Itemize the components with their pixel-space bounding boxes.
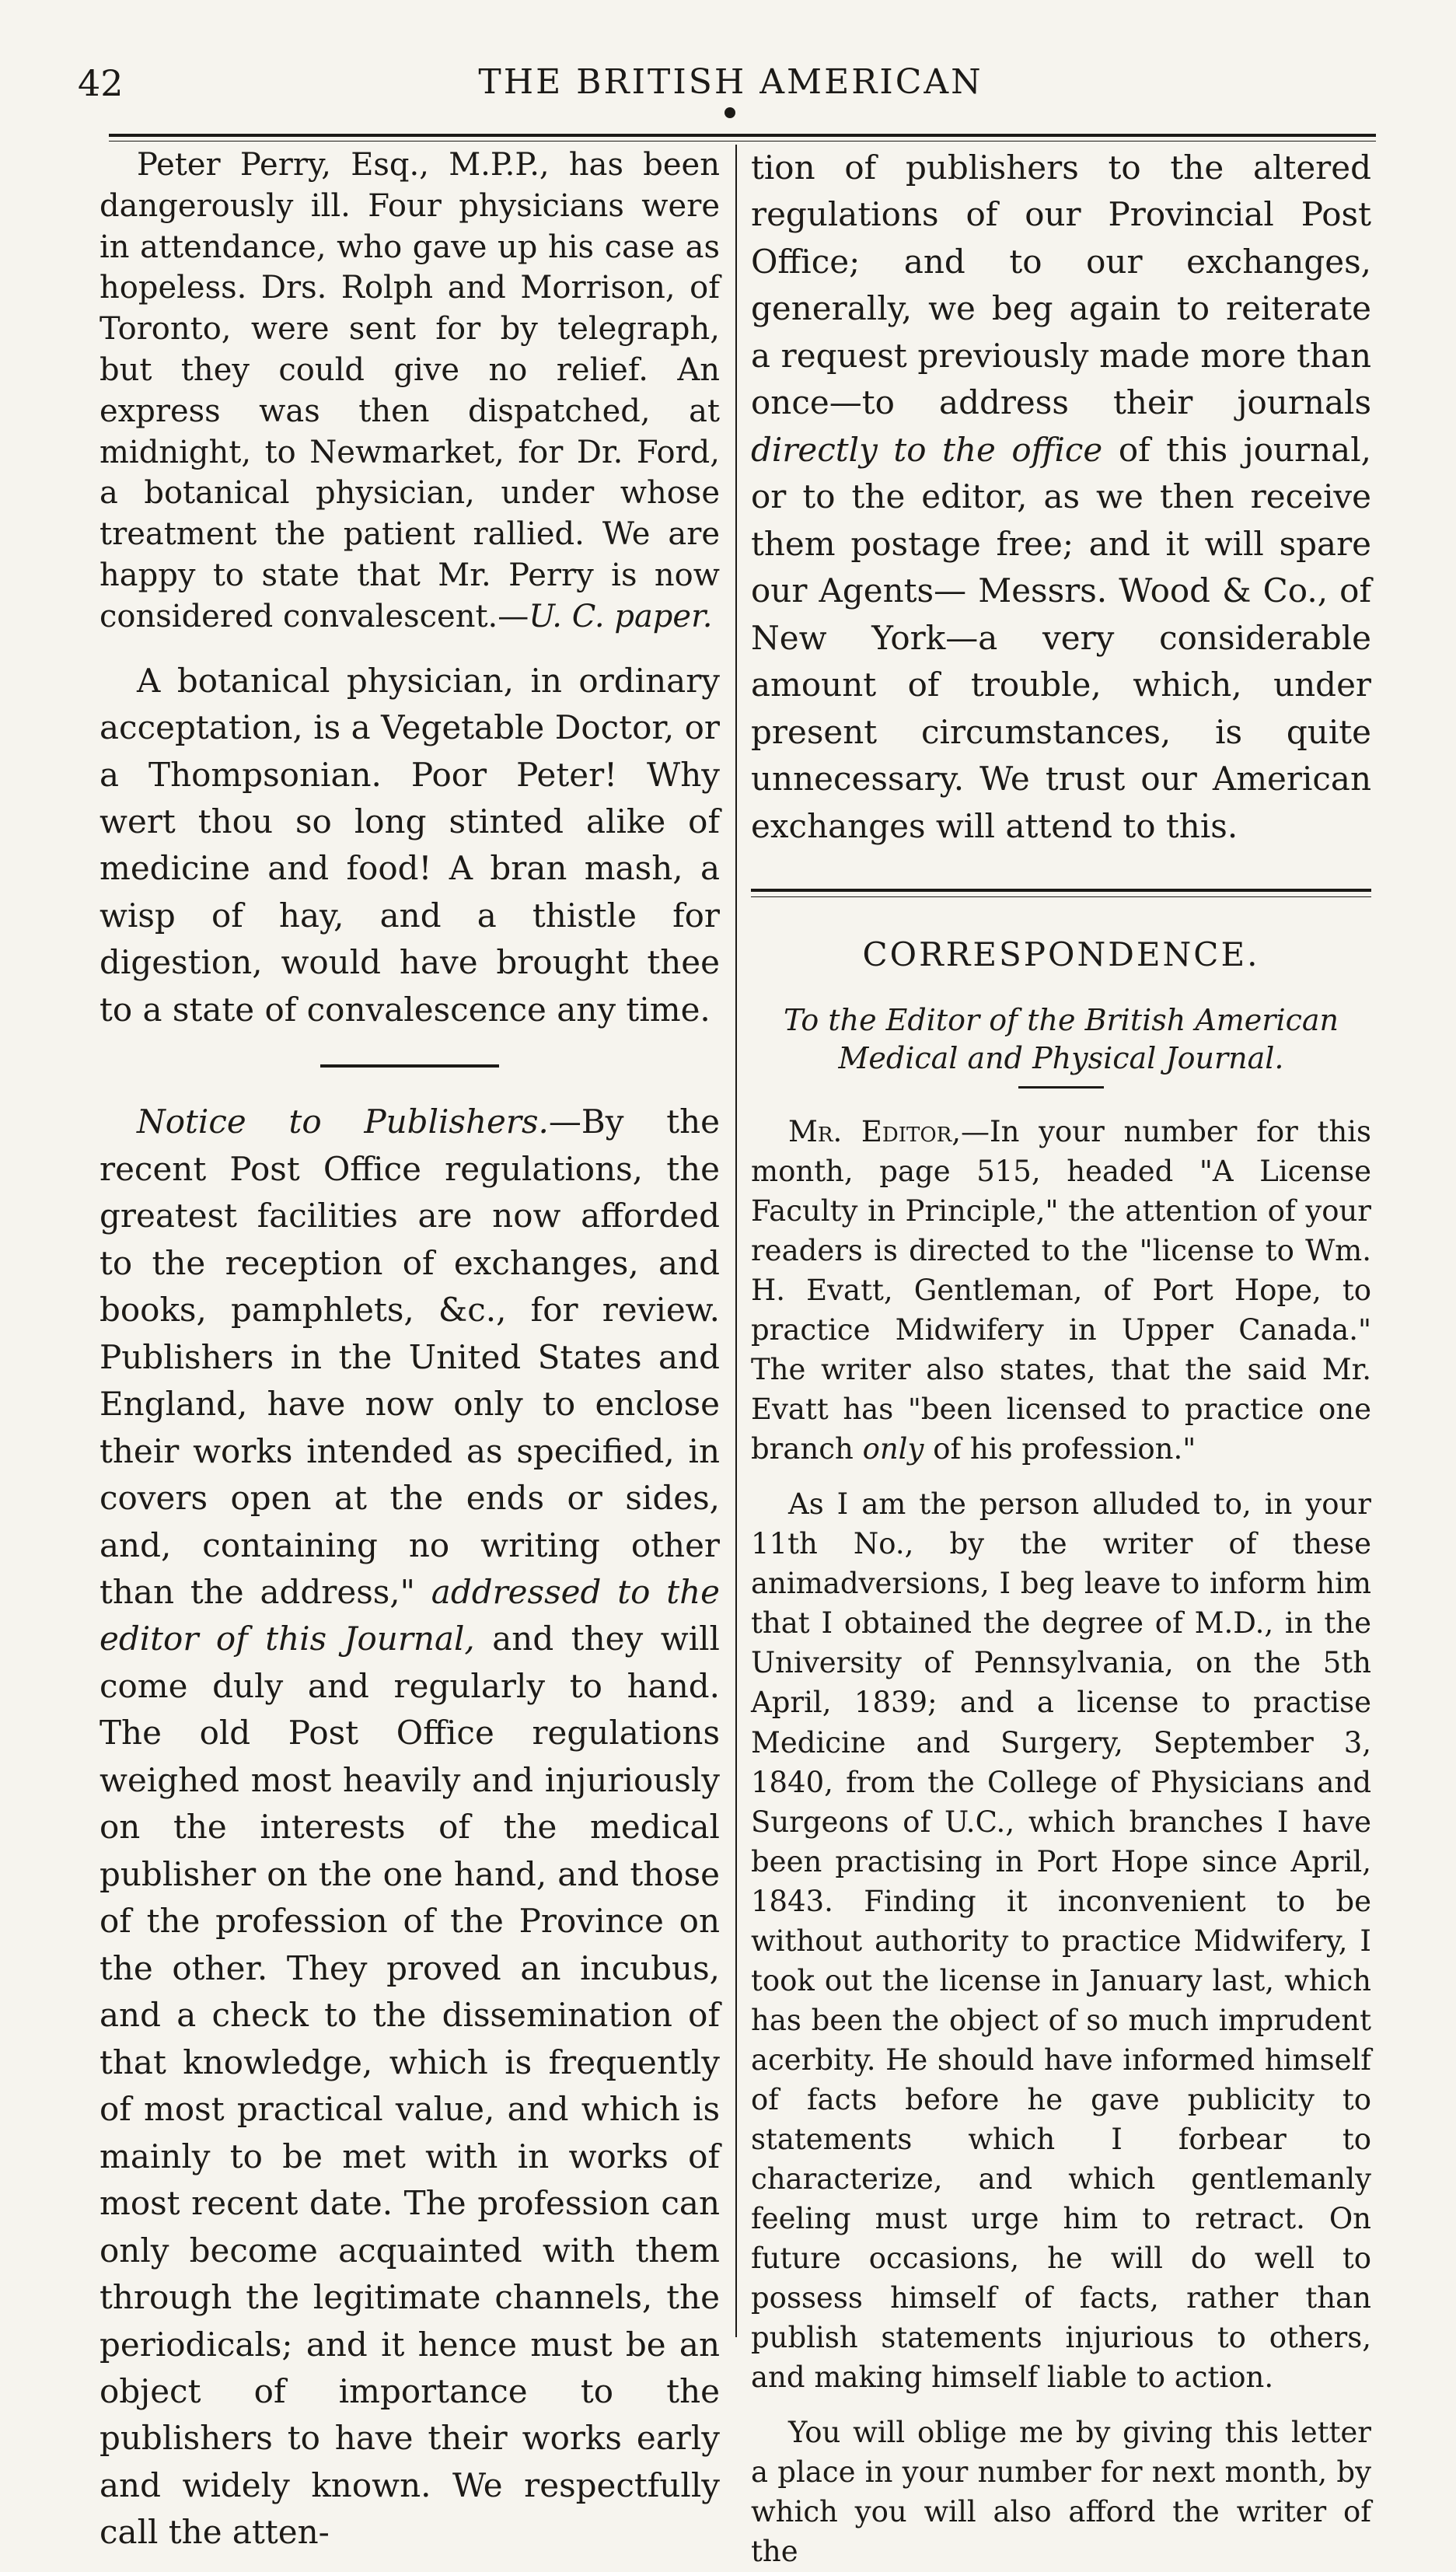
news-item-perry xyxy=(100,145,720,638)
notice-title: Notice to Publishers. xyxy=(137,1103,549,1141)
running-title: THE BRITISH AMERICAN xyxy=(478,62,983,102)
header-rule-thin xyxy=(109,141,1376,142)
notice-text: —By the recent Post Office regulations, the greatest facilities are now afforded to the reception of exchanges, and books, pamphlets, &c., for review. Publishers in the United States and England, have now only to enclose their works intended as specified, in covers open at the ends or sides, and, containing no writing other than the address," xyxy=(100,1103,720,1611)
notice-to-publishers xyxy=(100,1099,720,2556)
letter-dedication: To the Editor of the British American Medical and Physical Journal. xyxy=(783,1003,1339,1076)
letter-paragraph-2: As I am the person alluded to, in your 11th No., by the writer of these animadversions, I beg leave to inform him that I obtained the degree of M.D., in the University of Pennsylvania, on the 5th April, 1839; and a license to practise Medicine and Surgery, September 3, 1840, from the College of Physicians and Surgeons of U.C., which branches I have been practising in Port Hope since April, 1843. Finding it inconvenient to be without authority to practice Midwifery, I took out the license in January last, which has been the object of so much imprudent acerbity. He should have informed himself of facts before he gave publicity to statements which I forbear to characterize, and which gentlemanly feeling must urge him to retract. On future occasions, he will do well to possess himself of facts, rather than publish statements injurious to others, and making himself liable to action. xyxy=(751,1487,1371,2395)
left-column xyxy=(100,145,720,2556)
letter-salutation: Mr. Editor, xyxy=(788,1114,962,1148)
editorial-comment: A botanical physician, in ordinary acceptation, is a Vegetable Doctor, or a Thompsonian. Poor Peter! Why wert thou so long stinted alike of medicine and food! A bran mash, a wisp of hay, and a thistle for digestion, would have brought thee to a state of convalescence any time. xyxy=(100,661,720,1029)
dedication-rule xyxy=(1018,1086,1104,1089)
letter-emphasis: only xyxy=(862,1432,924,1466)
continuation-emphasis: directly to the office xyxy=(751,430,1103,469)
letter-text: —In your number for this month, page 515, headed "A License Faculty in Principle," the attention of your readers is directed to the "license to Wm. H. Evatt, Gentleman, of Port Hope, to practice Midwifery in Upper Canada." The writer also states, that the said Mr. Evatt has "been licensed to practice one branch xyxy=(751,1114,1372,1466)
notice-text-cont: and they will come duly and regularly to hand. The old Post Office regulations weighed most heavily and injuriously on the interests of the medical publisher on the one hand, and those of the profession of the Province on the other. They proved an incubus, and a check to the dissemination of that knowledge, which is frequently of most practical value, and which is mainly to be met with in works of most recent date. The profession can only become acquainted with them through the legitimate channels, the periodicals; and it hence must be an object of importance to the publishers to have their works early and widely known. We respectfully call the atten- xyxy=(100,1620,720,2552)
letter-paragraph-3: You will oblige me by giving this letter a place in your number for next month, by which you will also afford the writer of the xyxy=(751,2416,1371,2569)
news-item-text: Peter Perry, Esq., M.P.P., has been dangerously ill. Four physicians were in attendance, who gave up his case as hopeless. Drs. Rolph and Morrison, of Toronto, were sent for by telegraph, but they could give no relief. An express was then dispatched, at midnight, to Newmarket, for Dr. Ford, a botanical physician, under whose treatment the patient rallied. We are happy to state that Mr. Perry is now considered convalescent.— xyxy=(100,147,720,634)
section-double-rule xyxy=(751,889,1371,896)
section-heading: CORRESPONDENCE. xyxy=(862,935,1260,974)
letter-text-end: of his profession." xyxy=(933,1432,1196,1466)
header-rule xyxy=(109,134,1376,137)
right-column xyxy=(751,145,1371,2572)
page-header xyxy=(78,62,1384,132)
header-ornament xyxy=(725,107,735,118)
column-divider xyxy=(735,145,737,2337)
notice-emphasis: addressed to the editor of this Journal, xyxy=(100,1573,720,1658)
section-rule xyxy=(320,1064,499,1068)
news-item-source: U. C. paper. xyxy=(529,598,713,634)
notice-continuation xyxy=(751,145,1371,850)
continuation-text-end: of this journal, or to the editor, as we then receive them postage free; and it will spare our Agents— Messrs. Wood & Co., of New York—a very considerable amount of trouble, which, under present circumstances, is quite unnecessary. We trust our American exchanges will attend to this. xyxy=(751,430,1371,845)
page-number: 42 xyxy=(78,62,124,104)
letter-paragraph-1 xyxy=(751,1112,1371,1469)
continuation-text: tion of publishers to the altered regulations of our Provincial Post Office; and to our exchanges, generally, we beg again to reiterate a request previously made more than once—to address their journals xyxy=(751,149,1371,422)
